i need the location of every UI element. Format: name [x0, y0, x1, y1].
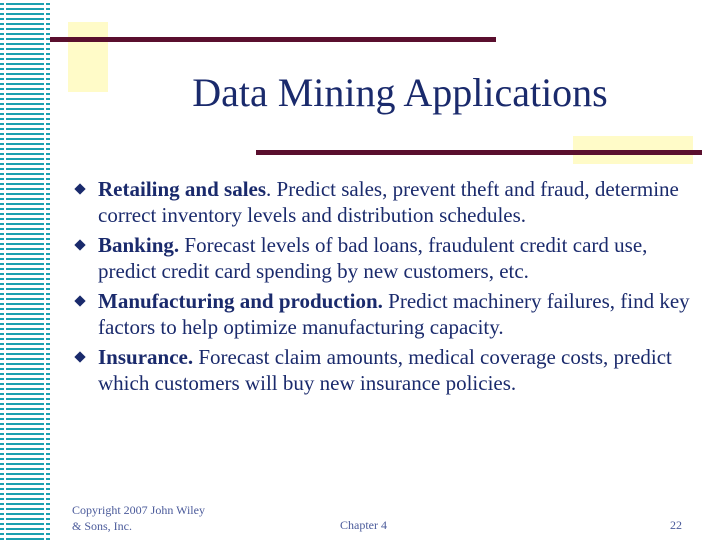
bullet-heading: Banking.	[98, 233, 180, 257]
diamond-bullet-icon	[74, 183, 85, 194]
bullet-heading: Insurance.	[98, 345, 194, 369]
diamond-bullet-icon	[74, 239, 85, 250]
slide-title: Data Mining Applications	[192, 70, 608, 115]
footer-chapter: Chapter 4	[340, 518, 387, 532]
decorative-stripe-bar	[0, 0, 50, 540]
bullet-heading: Retailing and sales	[98, 177, 267, 201]
title-rule-bottom	[256, 150, 702, 155]
bullet-text: . Predict sales, prevent theft and fraud, determine correct inventory levels and distribution schedules.	[98, 177, 679, 227]
bullet-item-retailing	[76, 176, 696, 228]
title-rule-top	[50, 37, 496, 42]
bullet-item-insurance	[76, 344, 696, 396]
bullet-text: Forecast levels of bad loans, fraudulent credit card use, predict credit card spending by new customers, etc.	[98, 233, 648, 283]
bullet-list	[76, 176, 696, 400]
bullet-item-banking	[76, 232, 696, 284]
bullet-item-manufacturing	[76, 288, 696, 340]
bullet-text: Forecast claim amounts, medical coverage costs, predict which customers will buy new insurance policies.	[98, 345, 672, 395]
bullet-heading: Manufacturing and production.	[98, 289, 383, 313]
diamond-bullet-icon	[74, 295, 85, 306]
bullet-text: Predict machinery failures, find key factors to help optimize manufacturing capacity.	[98, 289, 690, 339]
footer-copyright: Copyright 2007 John Wiley & Sons, Inc.	[72, 503, 205, 533]
footer-page-number: 22	[670, 518, 682, 532]
diamond-bullet-icon	[74, 351, 85, 362]
decorative-highlight-left	[68, 22, 108, 92]
